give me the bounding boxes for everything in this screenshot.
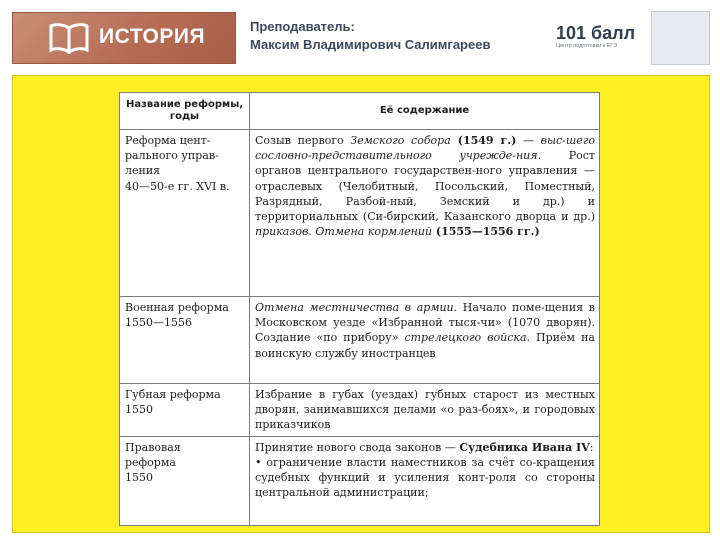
reform-name: Военная реформа 1550—1556 [120, 297, 250, 384]
teacher-label: Преподаватель: [250, 19, 355, 34]
content-segment: Созыв первого [255, 134, 351, 147]
brand-logo [556, 24, 635, 50]
content-segment: (1555—1556 гг.) [432, 225, 540, 239]
reform-name: Реформа цент- рального управ- ления 40—50-е гг. XVI в. [120, 130, 250, 297]
header [0, 0, 720, 66]
teacher-name: Максим Владимирович Салимгареев [250, 37, 491, 52]
teacher-info [250, 18, 490, 54]
header-reform-name: Название реформы, годы [120, 93, 250, 130]
content-segment: (1549 г.) [450, 134, 517, 147]
reforms-table [119, 92, 600, 526]
content-segment: Принятие нового свода законов — [255, 440, 460, 454]
brand-title: 101 балл [556, 23, 636, 43]
table-row [120, 436, 600, 525]
content-segment: Отмена кормлений [315, 225, 433, 239]
reform-content [250, 436, 600, 525]
content-segment: . [308, 225, 316, 239]
content-segment: стрелецкого войска [404, 331, 527, 345]
content-segment: : • ограничение власти наместников за счёт со-кращения судебных функций и усиления конт-роля со стороны центральной администрации; [255, 440, 595, 500]
content-segment: Избрание в губах (уездах) губных старост из местных дворян, занимавшихся делами «о раз-боях», и городовых приказчиков [255, 388, 595, 432]
content-segment: — [516, 134, 541, 147]
header-panel [651, 11, 710, 65]
table-header-row [120, 93, 600, 130]
header-content: Её содержание [250, 93, 600, 130]
brand-subtitle: Центр подготовки к ЕГЭ [556, 43, 618, 49]
table-row [120, 130, 600, 297]
content-segment: выс-шего сословно-представительного учрежде-ния [255, 134, 595, 163]
content-segment: . Приём на воинскую службу иностранцев [255, 331, 595, 360]
reform-name: Губная реформа 1550 [120, 384, 250, 437]
content-segment: Судебника Ивана IV [459, 440, 590, 454]
content-segment: . Начало поме-щения в Московском уезде «Избранной тыся-чи» (1070 дворян). Создание «по прибору» [255, 301, 595, 345]
table-row [120, 384, 600, 437]
reform-content [250, 297, 600, 384]
table-row [120, 297, 600, 384]
content-segment: Отмена местничества в армии [255, 301, 454, 314]
reform-name: Правовая реформа 1550 [120, 436, 250, 525]
open-book-icon [49, 22, 89, 54]
subject-logo [12, 12, 236, 64]
reform-content [250, 384, 600, 437]
reform-content [250, 130, 600, 297]
content-segment: Земского собора [350, 134, 451, 147]
subject-title: ИСТОРИЯ [99, 25, 206, 48]
content-segment: . Рост органов центрального государствен-ного управления — отраслевых (Челобитный, Посольский, Поместный, Разрядный, Разбой-ный, Земский и др.) и территориальных (Си-бирский, Казанского дворца и др.) [255, 149, 596, 224]
content-segment: приказов [255, 225, 309, 239]
